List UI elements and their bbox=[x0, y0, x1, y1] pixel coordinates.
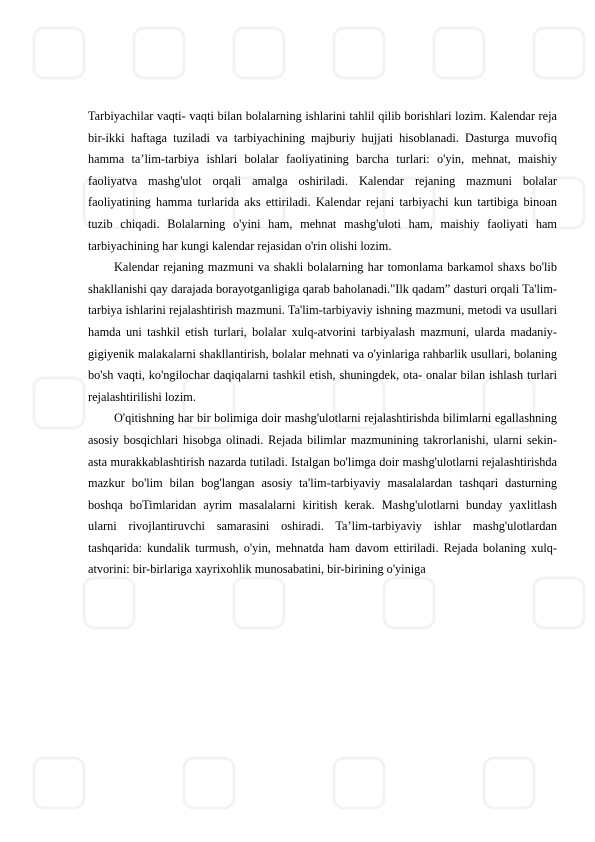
body-text bbox=[88, 106, 557, 581]
paragraph-2: Kalendar rejaning mazmuni va shakli bolalarning har tomonlama barkamol shaxs bo'lib shakllanishi qay darajada borayotganligiga qarab baholanadi."Ilk qadam” dasturi orqali Ta'lim- tarbiya ishlarini rejalashtirish mazmuni. Ta'lim-tarbiyaviy ishning mazmuni, metodi va usullari hamda uni tashkil etish turlari, bolalar xulq-atvorini tarbiyalash mazmuni, ularda madaniy-gigiyenik malakalarni shakllantirish, bolalar mehnati va o'yinlariga rahbarlik usullari, bolaning bo'sh vaqti, ko'ngilochar daqiqalarni tashkil etish, shuningdek, ota- onalar bilan ishlash turlari rejalashtirilishi lozim. bbox=[88, 260, 557, 404]
paragraph-3: O'qitishning har bir bolimiga doir mashg'ulotlarni rejalashtirishda bilimlarni egallashning asosiy bosqichlari hisobga olinadi. Rejada bilimlar mazmunining takrorlanishi, ularni sekin-asta murakkablashtirish nazarda tutiladi. Istalgan bo'limga doir mashg'ulotlarni rejalashtirishda mazkur bo'lim bilan bog'langan asosiy ta'lim-tarbiyaviy masalalardan tashqari dasturning boshqa boTimlaridan ayrim masalalarni kiritish kerak. Mashg'ulotlarni bunday yaxlitlash ularni rivojlantiruvchi samarasini oshiradi. Ta’lim-tarbiyaviy ishlar mashg'ulotlardan tashqarida: kundalik turmush, o'yin, mehnatda ham davom ettiriladi. Rejada bolaning xulq-atvorini: bir-birlariga xayrixohlik munosabatini, bir-birining o'yiniga bbox=[88, 411, 557, 577]
paragraph-1: Tarbiyachilar vaqti- vaqti bilan bolalarning ishlarini tahlil qilib borishlari lozim. Kalendar reja bir-ikki haftaga tuziladi va tarbiyachining majburiy hujjati hisoblanadi. Dasturga muvofiq hamma ta’lim-tarbiya ishlari bolalar faoliyatining barcha turlari: o'yin, mehnat, maishiy faoliyatva mashg'ulot orqali amalga oshiriladi. Kalendar rejaning mazmuni bolalar faoliyatining hamma turlarida aks ettiriladi. Kalendar rejani tarbiyachi kun tartibiga binoan tuzib chiqadi. Bolalarning o'yini ham, mehnat mashg'uloti ham, maishiy faoliyati ham tarbiyachining har kungi kalendar rejasidan o'rin olishi lozim. bbox=[88, 109, 557, 253]
